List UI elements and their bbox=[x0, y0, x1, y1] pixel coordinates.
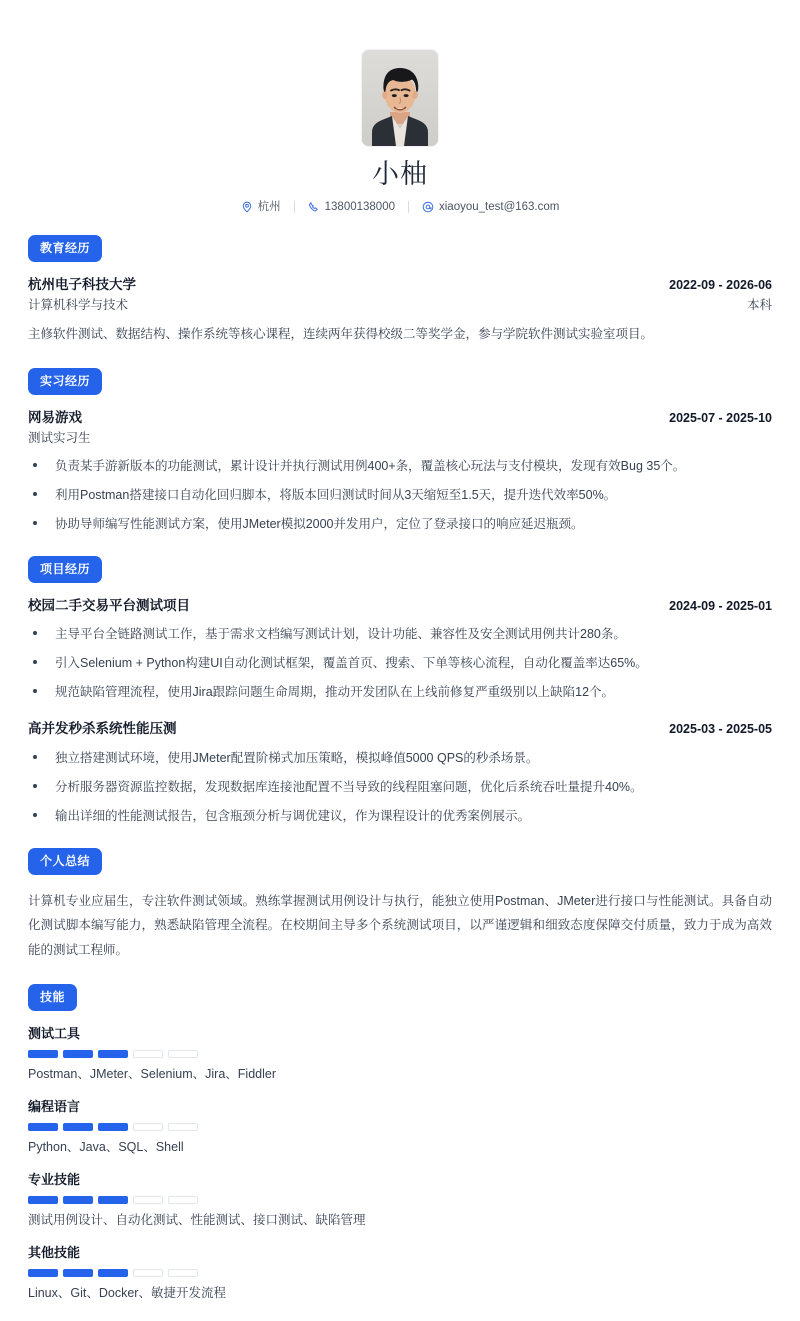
contact-email bbox=[409, 201, 572, 213]
skills-list bbox=[28, 1025, 772, 1303]
entry-date: 2025-07 - 2025-10 bbox=[669, 410, 772, 425]
entry-degree: 本科 bbox=[746, 297, 772, 312]
entry-bullets bbox=[28, 624, 772, 702]
entry-subtitle: 计算机科学与技术 bbox=[28, 297, 129, 312]
avatar bbox=[362, 50, 438, 146]
list-item: 负责某手游新版本的功能测试，累计设计并执行测试用例400+条，覆盖核心玩法与支付模块，发现有效Bug 35个。 bbox=[28, 456, 772, 476]
skill-items: Python、Java、SQL、Shell bbox=[28, 1140, 184, 1155]
section-badge: 教育经历 bbox=[28, 235, 102, 262]
entry-title: 网易游戏 bbox=[28, 409, 82, 425]
summary-text: 计算机专业应届生，专注软件测试领域。熟练掌握测试用例设计与执行，能独立使用Postman、JMeter进行接口与性能测试。具备自动化测试脚本编写能力，熟悉缺陷管理全流程。在校期间主导多个系统测试项目，以严谨逻辑和细致态度保障交付质量，致力于成为高效能的测试工程师。 bbox=[28, 893, 772, 957]
skill-items: 测试用例设计、自动化测试、性能测试、接口测试、缺陷管理 bbox=[28, 1212, 366, 1227]
section bbox=[28, 235, 772, 346]
entry-date: 2024-09 - 2025-01 bbox=[669, 598, 772, 613]
skill-bar-filled bbox=[98, 1269, 128, 1277]
contact-row bbox=[228, 201, 573, 213]
experience-entry bbox=[28, 408, 772, 534]
section bbox=[28, 368, 772, 534]
skill-bar-empty bbox=[168, 1269, 198, 1277]
skill-bar-filled bbox=[28, 1269, 58, 1277]
entry-header bbox=[28, 408, 772, 428]
contact-phone bbox=[295, 201, 408, 213]
list-item: 主导平台全链路测试工作，基于需求文档编写测试计划，设计功能、兼容性及安全测试用例共计280条。 bbox=[28, 624, 772, 644]
skill-level-meter bbox=[28, 1050, 772, 1058]
resume-header bbox=[28, 30, 772, 213]
entry-title: 校园二手交易平台测试项目 bbox=[28, 597, 190, 613]
list-item: 分析服务器资源监控数据，发现数据库连接池配置不当导致的线程阻塞问题，优化后系统吞吐量提升40%。 bbox=[28, 777, 772, 797]
entry-description: 主修软件测试、数据结构、操作系统等核心课程，连续两年获得校级二等奖学金，参与学院软件测试实验室项目。 bbox=[28, 327, 654, 342]
entry-header bbox=[28, 719, 772, 739]
skill-bar-empty bbox=[168, 1050, 198, 1058]
entry-title: 杭州电子科技大学 bbox=[28, 277, 136, 293]
skill-bar-filled bbox=[98, 1196, 128, 1204]
contact-location bbox=[228, 201, 294, 213]
section-badge: 项目经历 bbox=[28, 556, 102, 583]
entry-header bbox=[28, 275, 772, 295]
page-title: 小柚 bbox=[372, 159, 428, 189]
skill-group-name: 其他技能 bbox=[28, 1244, 81, 1260]
entry-date: 2025-03 - 2025-05 bbox=[669, 722, 772, 737]
entry-subtitle: 测试实习生 bbox=[28, 430, 91, 445]
section bbox=[28, 556, 772, 826]
skill-group-name: 专业技能 bbox=[28, 1171, 81, 1187]
skill-group-name: 编程语言 bbox=[28, 1098, 81, 1114]
entry-header bbox=[28, 596, 772, 616]
contact-email-text: xiaoyou_test@163.com bbox=[439, 200, 560, 213]
skill-group bbox=[28, 1244, 772, 1303]
section-summary bbox=[28, 848, 772, 962]
skill-bar-empty bbox=[168, 1196, 198, 1204]
skill-items: Postman、JMeter、Selenium、Jira、Fiddler bbox=[28, 1067, 276, 1082]
entry-date: 2022-09 - 2026-06 bbox=[669, 278, 772, 293]
email-icon bbox=[422, 201, 434, 213]
section-badge-skills: 技能 bbox=[28, 984, 77, 1011]
skill-bar-empty bbox=[133, 1196, 163, 1204]
section-skills bbox=[28, 984, 772, 1303]
entry-title: 高并发秒杀系统性能压测 bbox=[28, 721, 177, 737]
list-item: 输出详细的性能测试报告，包含瓶颈分析与调优建议，作为课程设计的优秀案例展示。 bbox=[28, 806, 772, 826]
experience-entry bbox=[28, 719, 772, 826]
contact-phone-text: 13800138000 bbox=[324, 200, 395, 213]
section-badge-summary: 个人总结 bbox=[28, 848, 102, 875]
skill-group bbox=[28, 1025, 772, 1084]
skill-bar-filled bbox=[63, 1050, 93, 1058]
list-item: 利用Postman搭建接口自动化回归脚本，将版本回归测试时间从3天缩短至1.5天，提升迭代效率50%。 bbox=[28, 485, 772, 505]
list-item: 规范缺陷管理流程，使用Jira跟踪问题生命周期，推动开发团队在上线前修复严重级别以上缺陷12个。 bbox=[28, 682, 772, 702]
skill-group bbox=[28, 1098, 772, 1157]
contact-location-text: 杭州 bbox=[257, 200, 281, 213]
entry-subheader bbox=[28, 296, 772, 314]
section-badge: 实习经历 bbox=[28, 368, 102, 395]
skill-bar-filled bbox=[63, 1196, 93, 1204]
experience-entry bbox=[28, 596, 772, 703]
phone-icon bbox=[308, 201, 320, 213]
resume-sections bbox=[28, 235, 772, 825]
list-item: 引入Selenium + Python构建UI自动化测试框架，覆盖首页、搜索、下单等核心流程，自动化覆盖率达65%。 bbox=[28, 653, 772, 673]
skill-bar-filled bbox=[63, 1269, 93, 1277]
entry-subheader bbox=[28, 429, 772, 447]
skill-bar-filled bbox=[28, 1196, 58, 1204]
skill-bar-filled bbox=[28, 1050, 58, 1058]
skill-bar-empty bbox=[133, 1050, 163, 1058]
entry-bullets bbox=[28, 748, 772, 826]
experience-entry bbox=[28, 275, 772, 346]
list-item: 独立搭建测试环境，使用JMeter配置阶梯式加压策略，模拟峰值5000 QPS的秒杀场景。 bbox=[28, 748, 772, 768]
skill-items: Linux、Git、Docker、敏捷开发流程 bbox=[28, 1285, 226, 1300]
location-pin-icon bbox=[241, 201, 253, 213]
skill-level-meter bbox=[28, 1196, 772, 1204]
skill-group-name: 测试工具 bbox=[28, 1025, 81, 1041]
skill-group bbox=[28, 1171, 772, 1230]
skill-level-meter bbox=[28, 1269, 772, 1277]
list-item: 协助导师编写性能测试方案，使用JMeter模拟2000并发用户，定位了登录接口的响应延迟瓶颈。 bbox=[28, 514, 772, 534]
skill-bar-filled bbox=[98, 1050, 128, 1058]
entry-bullets bbox=[28, 456, 772, 534]
skill-bar-empty bbox=[133, 1269, 163, 1277]
